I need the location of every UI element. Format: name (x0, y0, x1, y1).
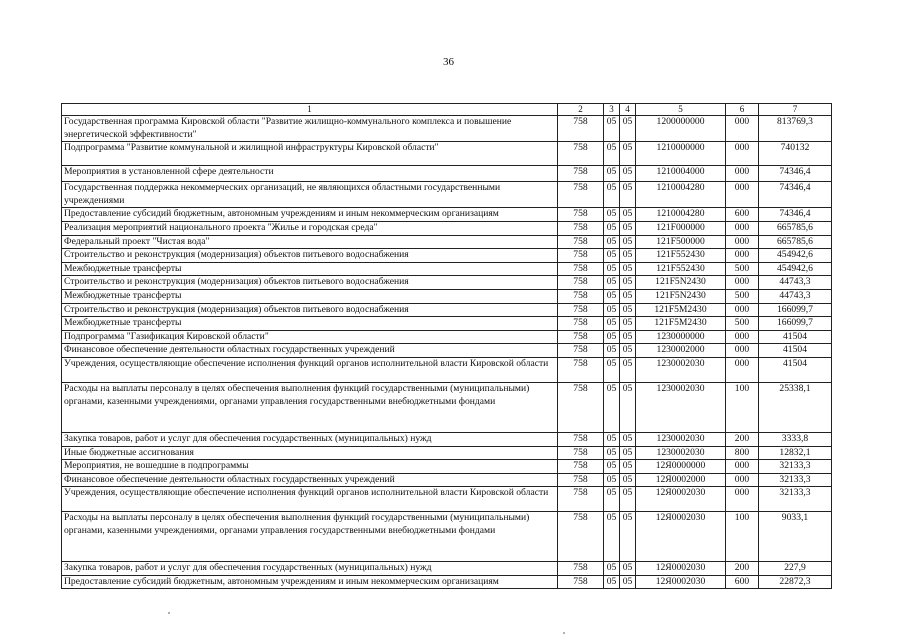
table-cell-cs: 121F552430 (636, 262, 726, 276)
table-cell-name: Подпрограмма "Газификация Кировской области" (62, 330, 558, 344)
table-cell-name: Расходы на выплаты персоналу в целях обеспечения выполнения функций государственными (муниципальными) органами, казенными учреждениями, органами управления государственными внебюджетными фондами (62, 382, 558, 432)
table-cell-cs: 12Я0002030 (636, 512, 726, 562)
table-cell-rz: 05 (604, 262, 620, 276)
table-cell-sum: 740132 (759, 142, 832, 166)
table-cell-gr: 758 (558, 235, 604, 249)
table-cell-vr: 000 (726, 142, 759, 166)
table-cell-cs: 1230002030 (636, 432, 726, 446)
table-cell-vr: 500 (726, 317, 759, 331)
table-cell-sum: 74346,4 (759, 182, 832, 208)
table-cell-sum: 227,9 (759, 562, 832, 576)
scan-speck (563, 632, 565, 634)
table-cell-cs: 121F5M2430 (636, 303, 726, 317)
table-cell-name: Строительство и реконструкция (модернизация) объектов питьевого водоснабжения (62, 249, 558, 263)
table-cell-pr: 05 (620, 249, 636, 263)
table-cell-vr: 000 (726, 487, 759, 512)
table-cell-rz: 05 (604, 182, 620, 208)
table-cell-sum: 32133,3 (759, 487, 832, 512)
table-cell-pr: 05 (620, 512, 636, 562)
table-cell-vr: 500 (726, 262, 759, 276)
col-header-2: 2 (558, 104, 604, 116)
table-cell-vr: 000 (726, 330, 759, 344)
table-cell-cs: 12Я0000000 (636, 460, 726, 474)
table-cell-vr: 000 (726, 166, 759, 182)
table-cell-gr: 758 (558, 249, 604, 263)
table-cell-pr: 05 (620, 235, 636, 249)
table-row (62, 382, 832, 432)
table-row (62, 249, 832, 263)
table-cell-vr: 200 (726, 432, 759, 446)
table-cell-vr: 000 (726, 344, 759, 358)
table-cell-gr: 758 (558, 446, 604, 460)
table-row (62, 487, 832, 512)
table-cell-sum: 454942,6 (759, 249, 832, 263)
table-cell-pr: 05 (620, 221, 636, 235)
table-cell-cs: 1230002030 (636, 446, 726, 460)
table-cell-gr: 758 (558, 289, 604, 303)
table-cell-gr: 758 (558, 357, 604, 382)
table-cell-cs: 121F000000 (636, 221, 726, 235)
budget-table (61, 103, 832, 589)
table-cell-name: Предоставление субсидий бюджетным, автономным учреждениям и иным некоммерческим организациям (62, 575, 558, 589)
col-header-3: 3 (604, 104, 620, 116)
table-cell-gr: 758 (558, 487, 604, 512)
table-cell-vr: 000 (726, 460, 759, 474)
table-cell-gr: 758 (558, 221, 604, 235)
table-cell-rz: 05 (604, 512, 620, 562)
table-cell-rz: 05 (604, 235, 620, 249)
table-cell-name: Финансовое обеспечение деятельности областных государственных учреждений (62, 473, 558, 487)
table-row (62, 317, 832, 331)
column-number-row (62, 104, 832, 116)
table-cell-rz: 05 (604, 142, 620, 166)
table-cell-name: Мероприятия в установленной сфере деятельности (62, 166, 558, 182)
table-cell-vr: 000 (726, 276, 759, 290)
table-row (62, 330, 832, 344)
table-row (62, 432, 832, 446)
table-cell-cs: 121F500000 (636, 235, 726, 249)
table-cell-rz: 05 (604, 357, 620, 382)
table-cell-sum: 74346,4 (759, 166, 832, 182)
table-cell-gr: 758 (558, 317, 604, 331)
table-cell-pr: 05 (620, 487, 636, 512)
table-cell-sum: 665785,6 (759, 235, 832, 249)
table-cell-pr: 05 (620, 446, 636, 460)
table-body (62, 116, 832, 589)
table-cell-cs: 121F5N2430 (636, 276, 726, 290)
table-cell-cs: 121F5N2430 (636, 289, 726, 303)
table-cell-gr: 758 (558, 460, 604, 474)
table-cell-gr: 758 (558, 562, 604, 576)
table-cell-gr: 758 (558, 575, 604, 589)
table-cell-cs: 1230002000 (636, 344, 726, 358)
scan-speck (168, 612, 170, 614)
table-cell-pr: 05 (620, 116, 636, 142)
table-cell-name: Мероприятия, не вошедшие в подпрограммы (62, 460, 558, 474)
table-cell-gr: 758 (558, 303, 604, 317)
table-cell-rz: 05 (604, 303, 620, 317)
table-cell-vr: 000 (726, 357, 759, 382)
table-cell-name: Межбюджетные трансферты (62, 262, 558, 276)
table-cell-cs: 1210004000 (636, 166, 726, 182)
table-cell-name: Подпрограмма "Развитие коммунальной и жилищной инфраструктуры Кировской области" (62, 142, 558, 166)
table-cell-vr: 000 (726, 116, 759, 142)
table-cell-name: Реализация мероприятий национального проекта "Жилье и городская среда" (62, 221, 558, 235)
table-row (62, 344, 832, 358)
table-cell-gr: 758 (558, 208, 604, 222)
table-cell-sum: 166099,7 (759, 317, 832, 331)
table-cell-name: Межбюджетные трансферты (62, 317, 558, 331)
table-cell-rz: 05 (604, 460, 620, 474)
table-cell-gr: 758 (558, 166, 604, 182)
table-cell-rz: 05 (604, 208, 620, 222)
table-cell-rz: 05 (604, 249, 620, 263)
table-cell-gr: 758 (558, 473, 604, 487)
table-row (62, 182, 832, 208)
table-cell-rz: 05 (604, 432, 620, 446)
table-cell-cs: 1210004280 (636, 182, 726, 208)
table-cell-gr: 758 (558, 276, 604, 290)
table-cell-cs: 1230002030 (636, 357, 726, 382)
table-cell-gr: 758 (558, 432, 604, 446)
table-cell-name: Государственная программа Кировской области "Развитие жилищно-коммунального комплекса и повышение энергетической эффективности" (62, 116, 558, 142)
table-cell-vr: 000 (726, 473, 759, 487)
table-cell-pr: 05 (620, 208, 636, 222)
table-row (62, 562, 832, 576)
table-cell-pr: 05 (620, 330, 636, 344)
table-cell-pr: 05 (620, 432, 636, 446)
table-cell-pr: 05 (620, 382, 636, 432)
table-cell-gr: 758 (558, 330, 604, 344)
table-cell-pr: 05 (620, 182, 636, 208)
table-cell-gr: 758 (558, 512, 604, 562)
table-cell-pr: 05 (620, 142, 636, 166)
table-cell-sum: 25338,1 (759, 382, 832, 432)
table-cell-vr: 000 (726, 235, 759, 249)
table-cell-rz: 05 (604, 289, 620, 303)
table-cell-pr: 05 (620, 303, 636, 317)
table-cell-sum: 41504 (759, 330, 832, 344)
table-cell-name: Закупка товаров, работ и услуг для обеспечения государственных (муниципальных) нужд (62, 562, 558, 576)
table-cell-sum: 41504 (759, 344, 832, 358)
table-cell-name: Строительство и реконструкция (модернизация) объектов питьевого водоснабжения (62, 276, 558, 290)
table-cell-rz: 05 (604, 221, 620, 235)
table-cell-name: Учреждения, осуществляющие обеспечение исполнения функций органов исполнительной власти Кировской области (62, 487, 558, 512)
table-cell-rz: 05 (604, 330, 620, 344)
table-cell-pr: 05 (620, 289, 636, 303)
table-cell-pr: 05 (620, 276, 636, 290)
table-cell-name: Учреждения, осуществляющие обеспечение исполнения функций органов исполнительной власти Кировской области (62, 357, 558, 382)
table-cell-cs: 1200000000 (636, 116, 726, 142)
table-cell-pr: 05 (620, 460, 636, 474)
table-cell-sum: 41504 (759, 357, 832, 382)
table-row (62, 116, 832, 142)
table-row (62, 235, 832, 249)
table-row (62, 262, 832, 276)
table-cell-gr: 758 (558, 116, 604, 142)
table-cell-name: Иные бюджетные ассигнования (62, 446, 558, 460)
table-row (62, 460, 832, 474)
col-header-7: 7 (759, 104, 832, 116)
table-row (62, 446, 832, 460)
table-cell-cs: 121F552430 (636, 249, 726, 263)
table-cell-vr: 000 (726, 303, 759, 317)
table-cell-cs: 1230002030 (636, 382, 726, 432)
table-row (62, 357, 832, 382)
table-cell-vr: 100 (726, 512, 759, 562)
table-cell-name: Государственная поддержка некоммерческих организаций, не являющихся областными государственными учреждениями (62, 182, 558, 208)
table-cell-rz: 05 (604, 116, 620, 142)
col-header-5: 5 (636, 104, 726, 116)
col-header-6: 6 (726, 104, 759, 116)
table-cell-sum: 454942,6 (759, 262, 832, 276)
table-cell-cs: 1210000000 (636, 142, 726, 166)
table-row (62, 166, 832, 182)
table-cell-gr: 758 (558, 262, 604, 276)
table-row (62, 289, 832, 303)
table-cell-rz: 05 (604, 382, 620, 432)
table-cell-cs: 1230000000 (636, 330, 726, 344)
table-cell-gr: 758 (558, 344, 604, 358)
table-cell-pr: 05 (620, 473, 636, 487)
table-cell-sum: 12832,1 (759, 446, 832, 460)
table-cell-sum: 32133,3 (759, 473, 832, 487)
page-number: 36 (443, 56, 454, 68)
table-cell-sum: 44743,3 (759, 276, 832, 290)
table-row (62, 208, 832, 222)
table-cell-rz: 05 (604, 562, 620, 576)
table-cell-cs: 12Я0002030 (636, 562, 726, 576)
table-cell-vr: 000 (726, 249, 759, 263)
table-cell-vr: 000 (726, 221, 759, 235)
table-cell-rz: 05 (604, 446, 620, 460)
table-cell-cs: 12Я0002000 (636, 473, 726, 487)
col-header-4: 4 (620, 104, 636, 116)
table-cell-name: Строительство и реконструкция (модернизация) объектов питьевого водоснабжения (62, 303, 558, 317)
table-row (62, 575, 832, 589)
table-cell-pr: 05 (620, 575, 636, 589)
table-cell-sum: 3333,8 (759, 432, 832, 446)
table-cell-cs: 12Я0002030 (636, 487, 726, 512)
table-cell-rz: 05 (604, 487, 620, 512)
table-cell-rz: 05 (604, 317, 620, 331)
table-cell-gr: 758 (558, 142, 604, 166)
table-row (62, 473, 832, 487)
table-cell-vr: 800 (726, 446, 759, 460)
table-cell-pr: 05 (620, 562, 636, 576)
table-cell-sum: 665785,6 (759, 221, 832, 235)
table-cell-vr: 600 (726, 575, 759, 589)
table-cell-sum: 32133,3 (759, 460, 832, 474)
table-cell-sum: 44743,3 (759, 289, 832, 303)
table-cell-rz: 05 (604, 473, 620, 487)
table-cell-rz: 05 (604, 276, 620, 290)
table-cell-pr: 05 (620, 166, 636, 182)
table-cell-cs: 12Я0002030 (636, 575, 726, 589)
table-cell-vr: 500 (726, 289, 759, 303)
table-cell-name: Расходы на выплаты персоналу в целях обеспечения выполнения функций государственными (муниципальными) органами, казенными учреждениями, органами управления государственными внебюджетными фондами (62, 512, 558, 562)
table-cell-rz: 05 (604, 575, 620, 589)
table-cell-sum: 813769,3 (759, 116, 832, 142)
table-cell-gr: 758 (558, 382, 604, 432)
table-cell-pr: 05 (620, 262, 636, 276)
table-row (62, 142, 832, 166)
table-row (62, 276, 832, 290)
table-cell-rz: 05 (604, 344, 620, 358)
table-cell-sum: 74346,4 (759, 208, 832, 222)
table-cell-rz: 05 (604, 166, 620, 182)
table-cell-vr: 100 (726, 382, 759, 432)
table-cell-pr: 05 (620, 317, 636, 331)
table-cell-sum: 9033,1 (759, 512, 832, 562)
table-cell-name: Предоставление субсидий бюджетным, автономным учреждениям и иным некоммерческим организациям (62, 208, 558, 222)
table-cell-name: Закупка товаров, работ и услуг для обеспечения государственных (муниципальных) нужд (62, 432, 558, 446)
table-cell-vr: 600 (726, 208, 759, 222)
table-cell-name: Финансовое обеспечение деятельности областных государственных учреждений (62, 344, 558, 358)
table-cell-vr: 200 (726, 562, 759, 576)
table-cell-pr: 05 (620, 344, 636, 358)
table-cell-sum: 22872,3 (759, 575, 832, 589)
table-cell-vr: 000 (726, 182, 759, 208)
table-cell-cs: 121F5M2430 (636, 317, 726, 331)
col-header-1: 1 (62, 104, 558, 116)
table-cell-sum: 166099,7 (759, 303, 832, 317)
table-cell-name: Федеральный проект "Чистая вода" (62, 235, 558, 249)
table-row (62, 221, 832, 235)
table-cell-cs: 1210004280 (636, 208, 726, 222)
table-row (62, 303, 832, 317)
table-cell-name: Межбюджетные трансферты (62, 289, 558, 303)
table-cell-pr: 05 (620, 357, 636, 382)
table-cell-gr: 758 (558, 182, 604, 208)
table-row (62, 512, 832, 562)
